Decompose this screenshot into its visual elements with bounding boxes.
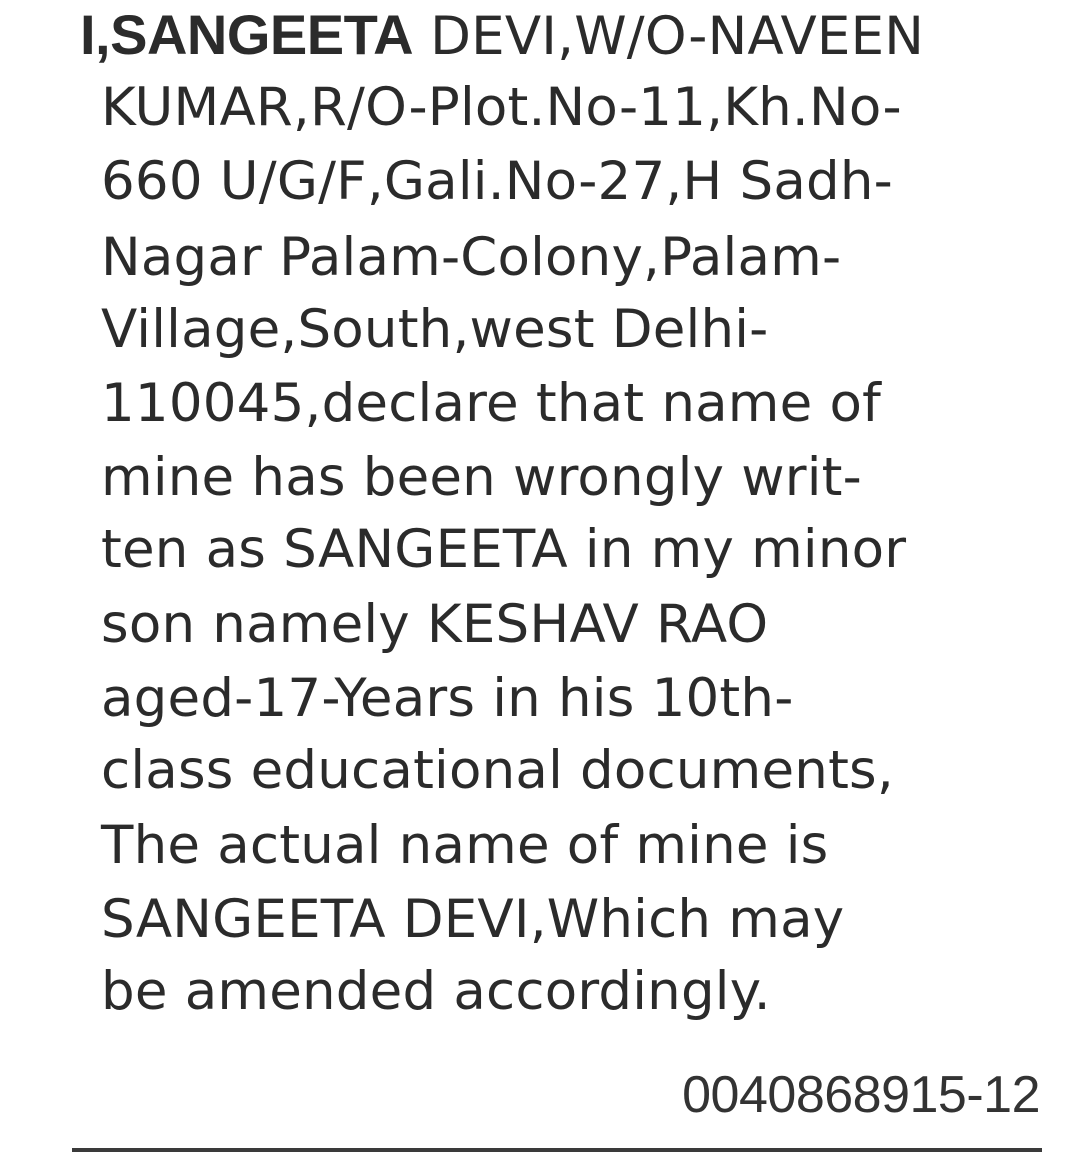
notice-line-3: 660 U/G/F,Gali.No-27,H Sadh- [101,151,894,212]
declarant-name-lead: I,SANGEETA [80,3,414,66]
notice-line-2: KUMAR,R/O-Plot.No-11,Kh.No- [101,77,902,138]
notice-line-12: The actual name of mine is [101,815,829,876]
notice-line-8: ten as SANGEETA in my minor [101,519,907,580]
bottom-divider [72,1148,1042,1152]
notice-line-6: 110045,declare that name of [101,373,881,434]
notice-line-9: son namely KESHAV RAO [101,594,769,655]
notice-line-13: SANGEETA DEVI,Which may [101,889,845,950]
notice-line-10: aged-17-Years in his 10th- [101,668,794,729]
notice-line-1 [80,5,924,67]
notice-line-5: Village,South,west Delhi- [101,299,769,360]
notice-line-14: be amended accordingly. [101,961,771,1022]
notice-line-7: mine has been wrongly writ- [101,447,862,508]
notice-line-11: class educational documents, [101,740,894,801]
reference-number: 0040868915-12 [682,1066,1040,1124]
notice-line-4: Nagar Palam-Colony,Palam- [101,227,842,288]
notice-line-1-rest: DEVI,W/O-NAVEEN [413,6,925,67]
